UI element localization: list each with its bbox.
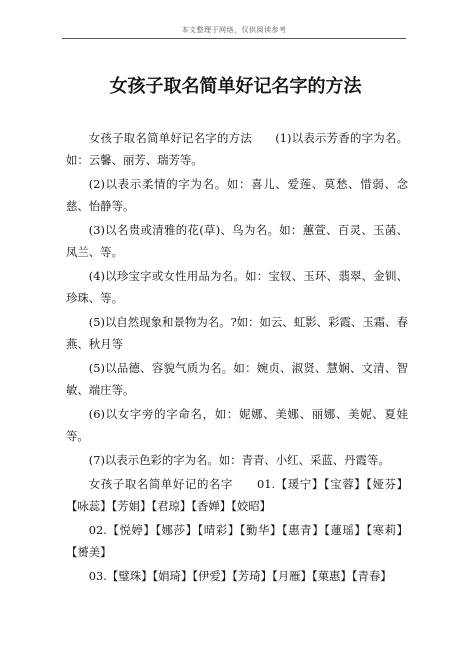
paragraph-method-5b: (5)以品德、容貌气质为名。如：婉贞、淑贤、慧娴、文清、智敏、端庄等。 xyxy=(66,361,408,397)
page-header xyxy=(62,0,406,39)
paragraph-intro: 女孩子取名简单好记名字的方法 (1)以表示芳香的字为名。如：云馨、丽芳、瑞芳等。 xyxy=(66,131,408,167)
paragraph-method-6: (6)以女字旁的字命名，如：妮娜、美娜、丽娜、美妮、夏娃等。 xyxy=(66,407,408,443)
paragraph-method-7: (7)以表示色彩的字为名。如：青青、小红、采蓝、丹霞等。 xyxy=(88,453,390,467)
header-note: 本文整理于网络，仅供阅读参考 xyxy=(181,26,287,34)
paragraph-method-4: (4)以珍宝字或女性用品为名。如：宝钗、玉环、翡翠、金钏、珍珠、等。 xyxy=(66,269,408,305)
paragraph-method-3: (3)以名贵或清雅的花(草)、鸟为名。如：蕙萱、百灵、玉菡、凤兰、等。 xyxy=(66,223,408,259)
paragraph-method-5a: (5)以自然现象和景物为名。?如：如云、虹影、彩霞、玉霜、春燕、秋月等 xyxy=(66,315,408,351)
paragraph-names-01: 女孩子取名简单好记的名字 01.【瑗宁】【宝蓉】【娅芬】【咏蕊】【芳娟】【君琼】【香婵】【姣昭】 xyxy=(66,477,408,513)
document-body xyxy=(66,127,408,589)
paragraph-names-03: 03.【璧珠】【娟琦】【伊爱】【芳琦】【月雁】【菓惠】【青春】 xyxy=(88,569,392,583)
document-title: 女孩子取名简单好记名字的方法 xyxy=(109,76,362,97)
paragraph-method-2: (2)以表示柔情的字为名。如：喜儿、爱莲、莫愁、惜弱、念慈、怡静等。 xyxy=(66,177,408,213)
paragraph-names-02: 02.【悦婷】【娜莎】【晴彩】【勤华】【惠青】【蓮瑶】【寒莉】【赟美】 xyxy=(66,523,408,559)
